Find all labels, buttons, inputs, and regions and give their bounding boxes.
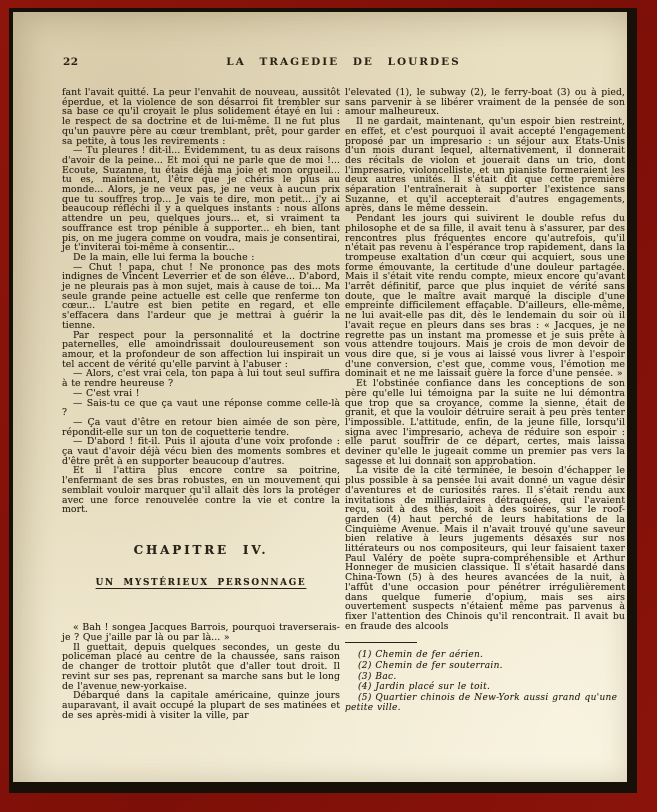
chapter-subtitle: UN MYSTÉRIEUX PERSONNAGE <box>95 577 307 588</box>
footnote: (5) Quartier chinois de New-York aussi grand qu'une petite ville. <box>345 692 618 714</box>
footnote-separator <box>345 642 417 643</box>
paragraph: — Ça vaut d'être en retour bien aimée de son père, répondit-elle sur un ton de coquetterie tendre. <box>62 416 340 438</box>
paragraph: « Bah ! songea Jacques Barrois, pourquoi traverserais-je ? Que j'aille par là ou par là... » <box>62 622 340 644</box>
footnote: (1) Chemin de fer aérien. <box>358 650 484 661</box>
paragraph: De la main, elle lui ferma la bouche : <box>73 251 255 263</box>
paragraph: Débarqué dans la capitale américaine, quinze jours auparavant, il avait occupé la plupart de ses matinées et de ses après-midi à visiter la ville, par <box>62 690 340 721</box>
paragraph: — D'abord ! fit-il. Puis il ajouta d'une voix profonde : ça vaut d'avoir déjà vécu bien des moments sombres et d'être prêt à en supporter beaucoup d'autres. <box>62 436 340 467</box>
page-number: 22 <box>63 56 79 68</box>
paragraph: fant l'avait quitté. La peur l'envahit de nouveau, aussitôt éperdue, et la violence de son désarroi fit trembler sur sa base ce qu'il croyait le plus solidement étayé en lui : le respect de sa doctrine et de lui-même. Il ne fut plus qu'un pauvre père au cœur tremblant, prêt, pour garder sa petite, à tous les revirements : <box>62 87 340 147</box>
footnote: (3) Bac. <box>358 671 397 682</box>
paragraph: — C'est vrai ! <box>73 387 140 399</box>
footnote: (2) Chemin de fer souterrain. <box>358 660 503 671</box>
paragraph: Et il l'attira plus encore contre sa poitrine, l'enfermant de ses bras robustes, en un mouvement qui semblait vouloir marquer qu'il allait dès lors la protéger avec une force renouvelée contre la vie et contre la mort. <box>62 465 340 516</box>
book-page <box>9 8 637 793</box>
paragraph: Par respect pour la personnalité et la doctrine paternelles, elle amoindrissait douloureusement son amour, et la profondeur de son affection lui inspirait un tel accent de vérité qu'elle parvint à l'abuser : <box>62 329 340 370</box>
footnotes <box>345 642 625 714</box>
paragraph: La visite de la cité terminée, le besoin d'échapper le plus possible à sa pensée lui avait donné un vague désir d'aventures et de curiosités rares. Il s'était rendu aux invitations de milliardaires détraquées, qui l'avaient reçu, soit à des thés, soit à des soirées, sur le roof-garden (4) haut perché de leurs habitations de la Cinquième Avenue. Mais il n'avait trouvé qu'une saveur bien relative à leurs jugements désaxés sur nos littérateurs ou nos compositeurs, qui leur faisaient taxer Paul Valéry de poète supra-compréhensible et Arthur Honneger de musicien classique. Il s'était hasardé dans China-Town (5) à des heures avancées de la nuit, à l'affût d'une occasion pour pénétrer irrégulièrement dans quelque fumerie d'opium, mais ses airs ouvertement suspects n'étaient même pas parvenus à fixer l'attention des Chinois qu'il rencontrait. Il avait bu en fraude des alcools <box>345 465 625 632</box>
paragraph: — Alors, c'est vrai cela, ton papa à lui tout seul suffira à te rendre heureuse ? <box>62 368 340 390</box>
running-title: LA TRAGEDIE DE LOURDES <box>226 56 461 68</box>
paragraph: — Tu pleures ! dit-il... Evidemment, tu as deux raisons d'avoir de la peine... Et moi qui ne parle que de moi !... Ecoute, Suzanne, tu étais déjà ma joie et mon orgueil... tu es, maintenant, l'être que je chéris le plus au monde... Alors, je ne veux pas, je ne veux à aucun prix que tu souffres trop... Je vais te dire, mon petit... j'y ai beaucoup réfléchi il y a quelques instants : nous allons attendre un peu, quelques jours... et, si vraiment ta souffrance est trop pénible à supporter... eh bien, tant pis, on me jugera comme on voudra, mais je consentirai, je t'inviterai toi-même à consentir... <box>62 145 340 254</box>
chapter-title: CHAPITRE IV. <box>133 542 269 557</box>
paragraph: Il ne gardait, maintenant, qu'un espoir bien restreint, en effet, et c'est pourquoi il avait accepté l'engagement proposé par un impresario : un séjour aux Etats-Unis d'un mois durant lequel, alternativement, il donnerait des récitals de violon et jouerait dans un trio, dont l'impresario, violoncelliste, et un pianiste formeraient les deux autres unités. Il s'était dit que cette première séparation l'entraînerait à supporter l'existence sans Suzanne, et qu'il accepterait d'autres engagements, après, dans le même dessein. <box>345 116 625 215</box>
paragraph: l'elevated (1), le subway (2), le ferry-boat (3) ou à pied, sans parvenir à se libérer vraiment de la pensée de son amour malheureux. <box>345 87 625 118</box>
chapter-heading <box>62 542 340 588</box>
page-header <box>62 56 625 70</box>
paragraph: Pendant les jours qui suivirent le double refus du philosophe et de sa fille, il avait tenu à s'assurer, par des rencontres plus fréquentes encore qu'autrefois, qu'il n'était pas revenu à l'espérance trop rapidement, dans la trompeuse exaltation d'un cœur qui acquiert, sous une forme émouvante, la certitude d'une douleur partagée. Mais il s'était vite rendu compte, mieux encore qu'avant l'arrêt définitif, parce que plus inquiet de vérité sans doute, que le maître avait marqué la disciple d'une empreinte difficilement effaçable. D'ailleurs, elle-même, ne lui avait-elle pas dit, dès le lendemain du soir où il l'avait reçue en pleurs dans ses bras : « Jacques, je ne regrette pas un instant ma promesse et je suis prête à vous attendre toujours. Mais je crois de mon devoir de vous dire que, si je vous ai laissé vous livrer à l'espoir d'une conversion, c'est que, comme vous, l'émotion me dominait et ne me laissait guère la force d'une pensée. » <box>345 213 625 380</box>
footnote: (4) Jardin placé sur le toit. <box>358 682 491 693</box>
paragraph: — Sais-tu ce que ça vaut une réponse comme celle-là ? <box>62 397 340 419</box>
paragraph: Il guettait, depuis quelques secondes, un geste du policeman placé au centre de la chaussée, sans raison de changer de trottoir plutôt que d'aller tout droit. Il revint sur ses pas, reprenant sa marche sans but le long de l'avenue new-yorkaise. <box>62 641 340 692</box>
left-column <box>62 88 340 720</box>
paragraph: Et l'obstinée confiance dans les conceptions de son père qu'elle lui témoigna par la suite ne lui démontra que trop que sa croyance, comme la sienne, était de granit, et que la vouloir détruire serait à peu près tenter l'impossible. L'attitude, enfin, de la jeune fille, lorsqu'il signa avec l'impresario, acheva de réduire son espoir : elle parut souffrir de ce départ, certes, mais laissa deviner qu'elle le jugeait comme un premier pas vers la sagesse et lui donnait son approbation. <box>345 378 625 467</box>
paragraph: — Chut ! papa, chut ! Ne prononce pas des mots indignes de Vincent Leverrier et de son élève... D'abord, je ne pleurais pas à mon sujet, mais à cause de toi... Ma seule grande peine actuelle est celle que renferme ton cœur... L'autre est bien petite en regard, et elle s'effacera dans l'ardeur que je mettrai à guérir la tienne. <box>62 261 340 331</box>
right-column <box>345 88 625 714</box>
